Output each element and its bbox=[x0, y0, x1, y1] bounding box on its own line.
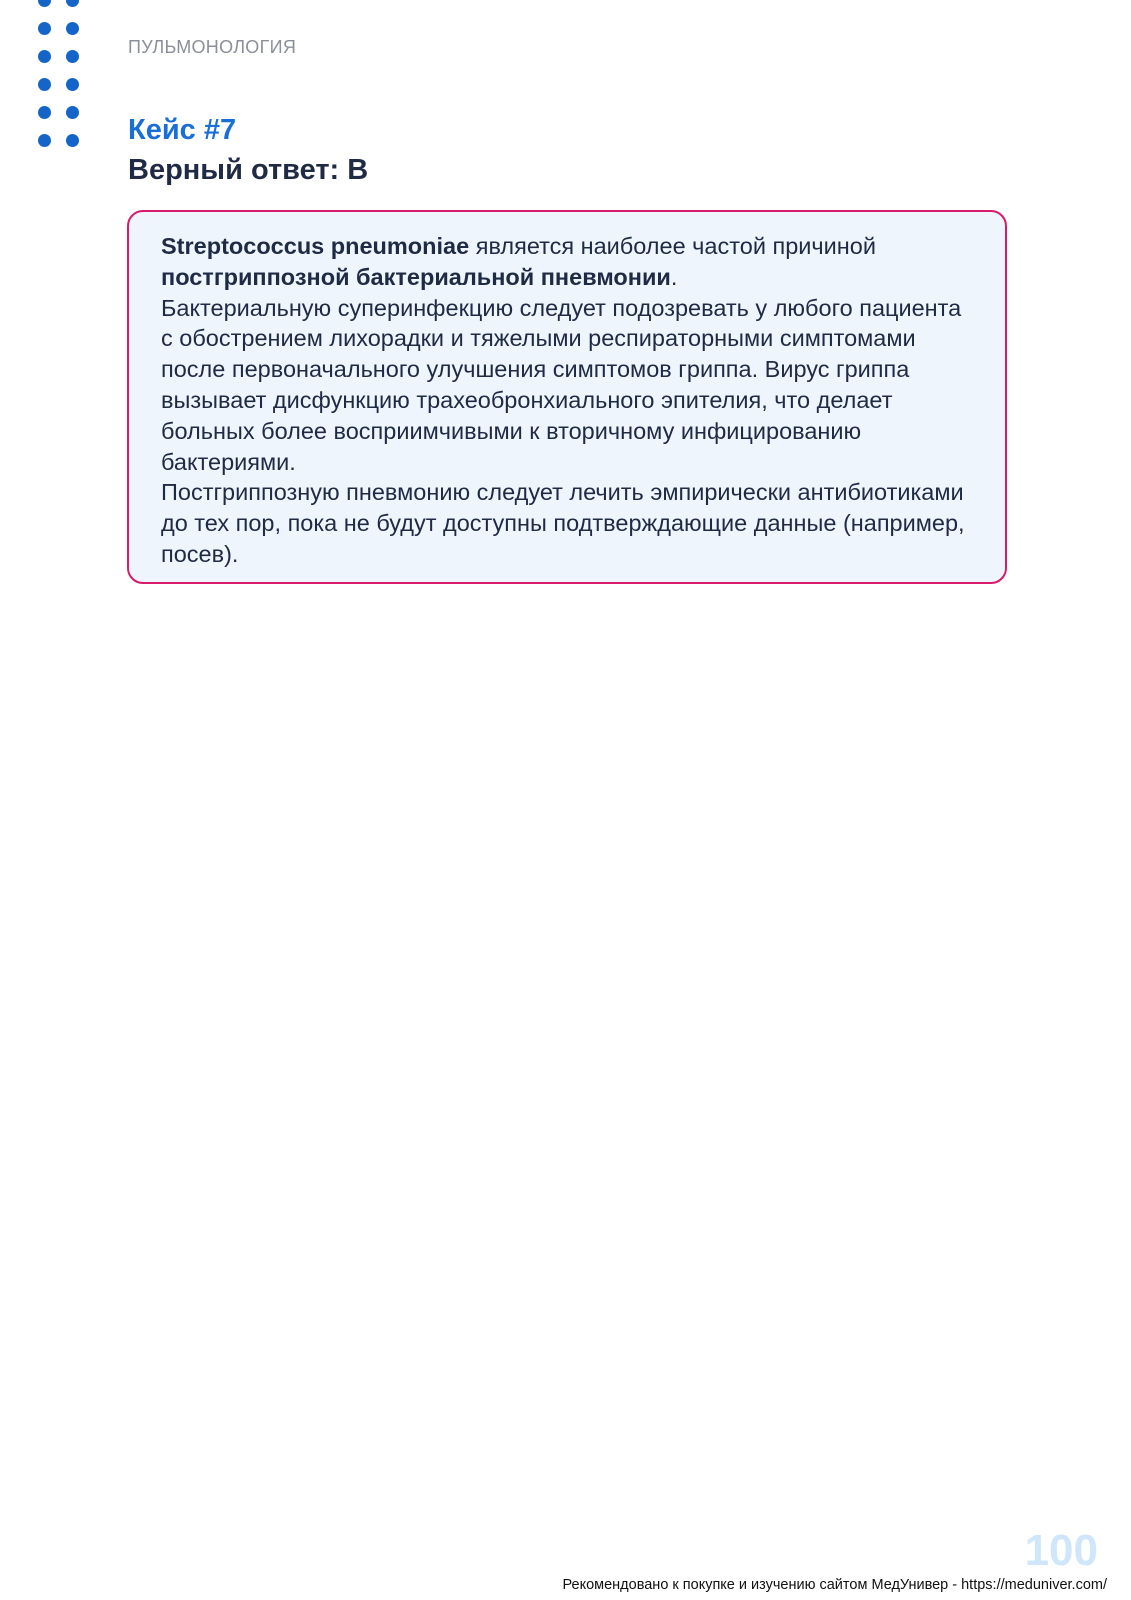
dot-icon bbox=[66, 22, 79, 35]
explanation-text: . bbox=[670, 263, 678, 290]
dot-icon bbox=[38, 106, 51, 119]
dot-icon bbox=[38, 50, 51, 63]
dot-icon bbox=[38, 22, 51, 35]
dot-icon bbox=[38, 0, 51, 7]
section-label: ПУЛЬМОНОЛОГИЯ bbox=[128, 37, 297, 57]
explanation-paragraph-3: Постгриппозную пневмонию следует лечить эмпирически антибиотиками до тех пор, пока не будут доступны подтверждающие данные (например, посев). bbox=[161, 479, 965, 567]
explanation-paragraph-1 bbox=[161, 231, 977, 293]
dot-icon bbox=[66, 0, 79, 7]
pathogen-name: Streptococcus pneumoniae bbox=[161, 233, 470, 259]
explanation-text: является наиболее частой причиной bbox=[469, 233, 876, 259]
diagnosis-name: постгриппозной бактериальной пневмонии bbox=[161, 263, 671, 290]
footer-note: Рекомендовано к покупке и изучению сайтом МедУнивер - https://meduniver.com/ bbox=[562, 1577, 1107, 1593]
case-title: Кейс #7 bbox=[128, 114, 237, 146]
dot-icon bbox=[38, 134, 51, 147]
dot-icon bbox=[66, 106, 79, 119]
correct-answer: Верный ответ: В bbox=[128, 154, 369, 186]
page-number: 100 bbox=[1024, 1526, 1098, 1575]
dot-icon bbox=[66, 78, 79, 91]
dot-icon bbox=[66, 50, 79, 63]
explanation-box bbox=[127, 210, 1007, 584]
dot-icon bbox=[66, 134, 79, 147]
explanation-paragraph-2: Бактериальную суперинфекцию следует подозревать у любого пациента с обострением лихорадки и тяжелыми респираторными симптомами после первоначального улучшения симптомов гриппа. Вирус гриппа вызывает дисфункцию трахеобронхиального эпителия, что делает больных более восприимчивыми к вторичному инфицированию бактериями. bbox=[161, 294, 962, 475]
decorative-dot-grid bbox=[38, 0, 88, 154]
dot-icon bbox=[38, 78, 51, 91]
